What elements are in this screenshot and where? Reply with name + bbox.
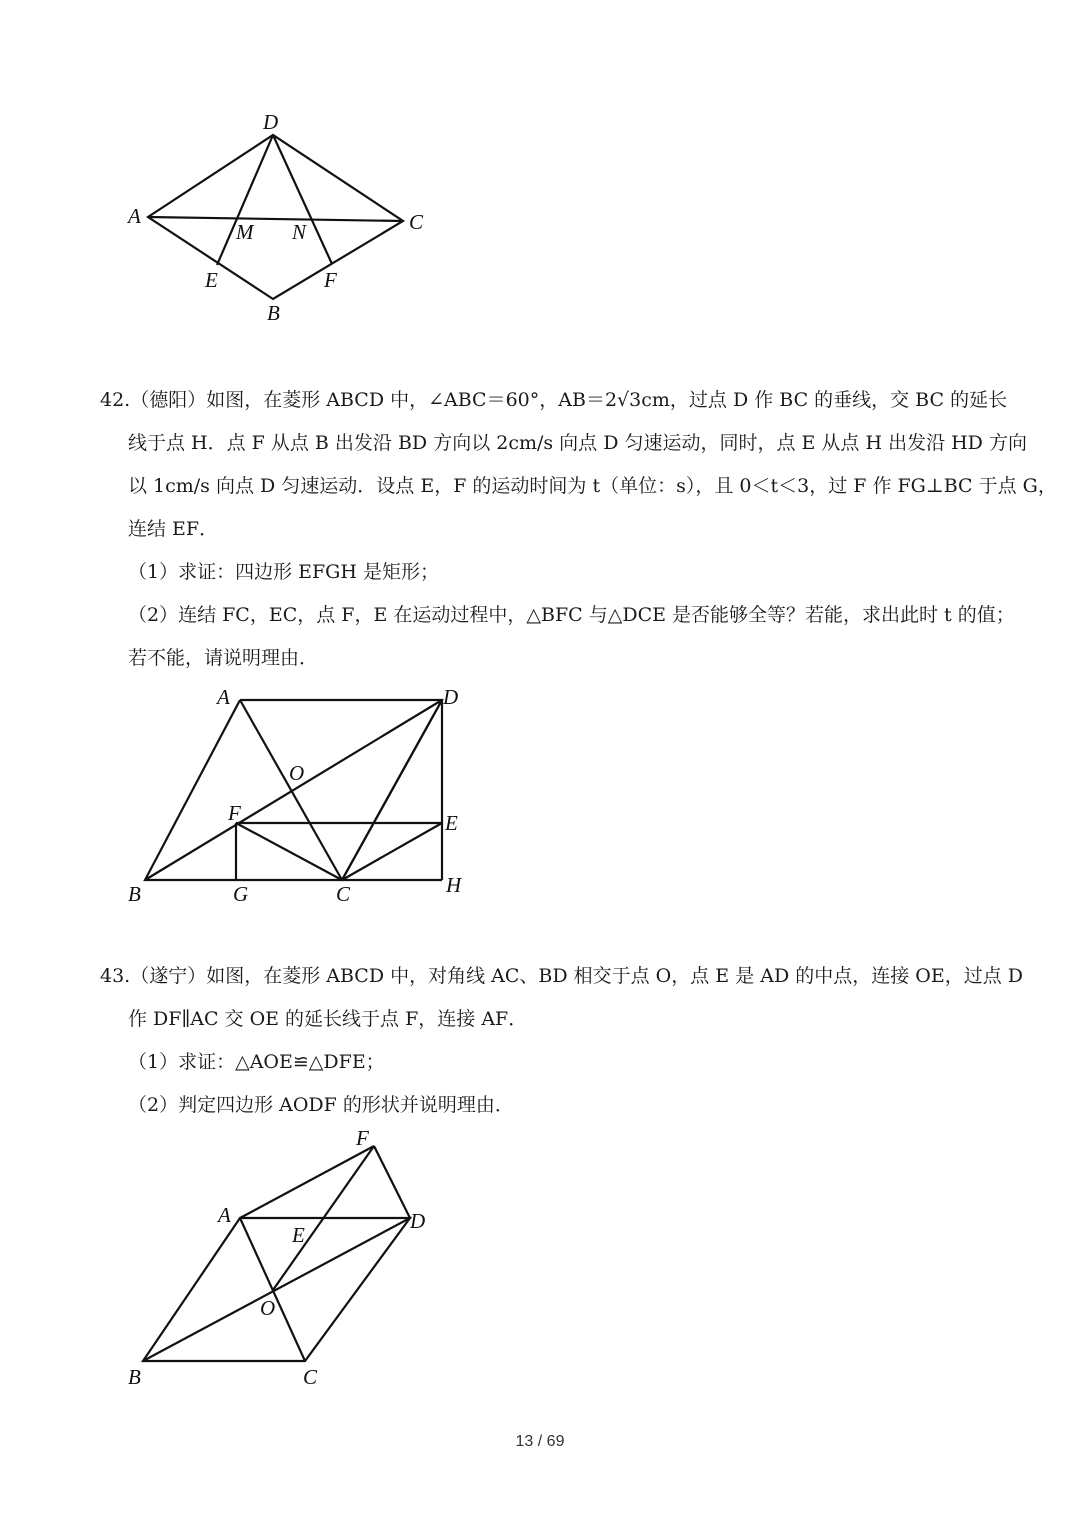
q43-part-2: （2）判定四边形 AODF 的形状并说明理由． — [128, 1094, 514, 1116]
figure-rhombus-aodf — [120, 1125, 440, 1390]
label-d: D — [443, 685, 459, 709]
segment-af — [240, 1146, 374, 1218]
q43-part-1: （1）求证：△AOE≌△DFE； — [128, 1051, 385, 1073]
q42-part-1: （1）求证：四边形 EFGH 是矩形； — [128, 561, 439, 583]
label-h: H — [446, 873, 462, 897]
diagonal-bd — [143, 1218, 410, 1361]
label-d: D — [263, 110, 279, 134]
label-n: N — [292, 220, 307, 244]
label-o: O — [260, 1296, 276, 1320]
label-o: O — [289, 761, 305, 785]
q42-line-2: 线于点 H．点 F 从点 B 出发沿 BD 方向以 2cm/s 向点 D 匀速运动，同时，点 E 从点 H 出发沿 HD 方向 — [128, 432, 1027, 454]
q43-line-2: 作 DF∥AC 交 OE 的延长线于点 F，连接 AF． — [128, 1008, 528, 1030]
q42-line-3: 以 1cm/s 向点 D 匀速运动．设点 E，F 的运动时间为 t（单位：s），且 0＜t＜3，过 F 作 FG⊥BC 于点 G， — [128, 475, 1057, 497]
label-e: E — [445, 811, 458, 835]
label-a: A — [217, 685, 230, 709]
label-d: D — [410, 1209, 426, 1233]
diagonal-ac — [148, 217, 403, 221]
question-43-text — [100, 955, 1023, 1041]
label-e: E — [205, 268, 218, 292]
page-number: 13 / 69 — [515, 1433, 565, 1450]
label-f: F — [324, 268, 337, 292]
figure-rhombus-efgh — [120, 680, 480, 910]
label-c: C — [409, 210, 424, 234]
figure-rhombus-mn — [120, 105, 450, 330]
segment-dc — [342, 700, 442, 880]
label-c: C — [336, 882, 351, 906]
label-f: F — [228, 801, 241, 825]
label-e: E — [292, 1223, 305, 1247]
label-m: M — [236, 220, 254, 244]
label-b: B — [128, 1365, 141, 1389]
label-a: A — [128, 204, 141, 228]
q42-line-4: 连结 EF． — [128, 518, 219, 540]
q42-line-1: 42.（德阳）如图，在菱形 ABCD 中，∠ABC＝60°，AB＝2√3cm，过点 D 作 BC 的垂线，交 BC 的延长 — [100, 389, 1008, 411]
q42-part-2-line-2: 若不能，请说明理由． — [128, 647, 319, 669]
q42-part-2-line-1: （2）连结 FC，EC，点 F，E 在运动过程中，△BFC 与△DCE 是否能够全等？若能，求出此时 t 的值； — [128, 604, 1015, 626]
label-b: B — [128, 882, 141, 906]
label-f: F — [356, 1126, 369, 1150]
question-42-text — [100, 379, 1057, 551]
q43-line-1: 43.（遂宁）如图，在菱形 ABCD 中，对角线 AC、BD 相交于点 O，点 E 是 AD 的中点，连接 OE，过点 D — [100, 965, 1023, 987]
label-b: B — [267, 301, 280, 325]
label-c: C — [303, 1365, 318, 1389]
label-a: A — [218, 1203, 231, 1227]
segment-fd — [374, 1146, 410, 1218]
label-g: G — [233, 882, 249, 906]
